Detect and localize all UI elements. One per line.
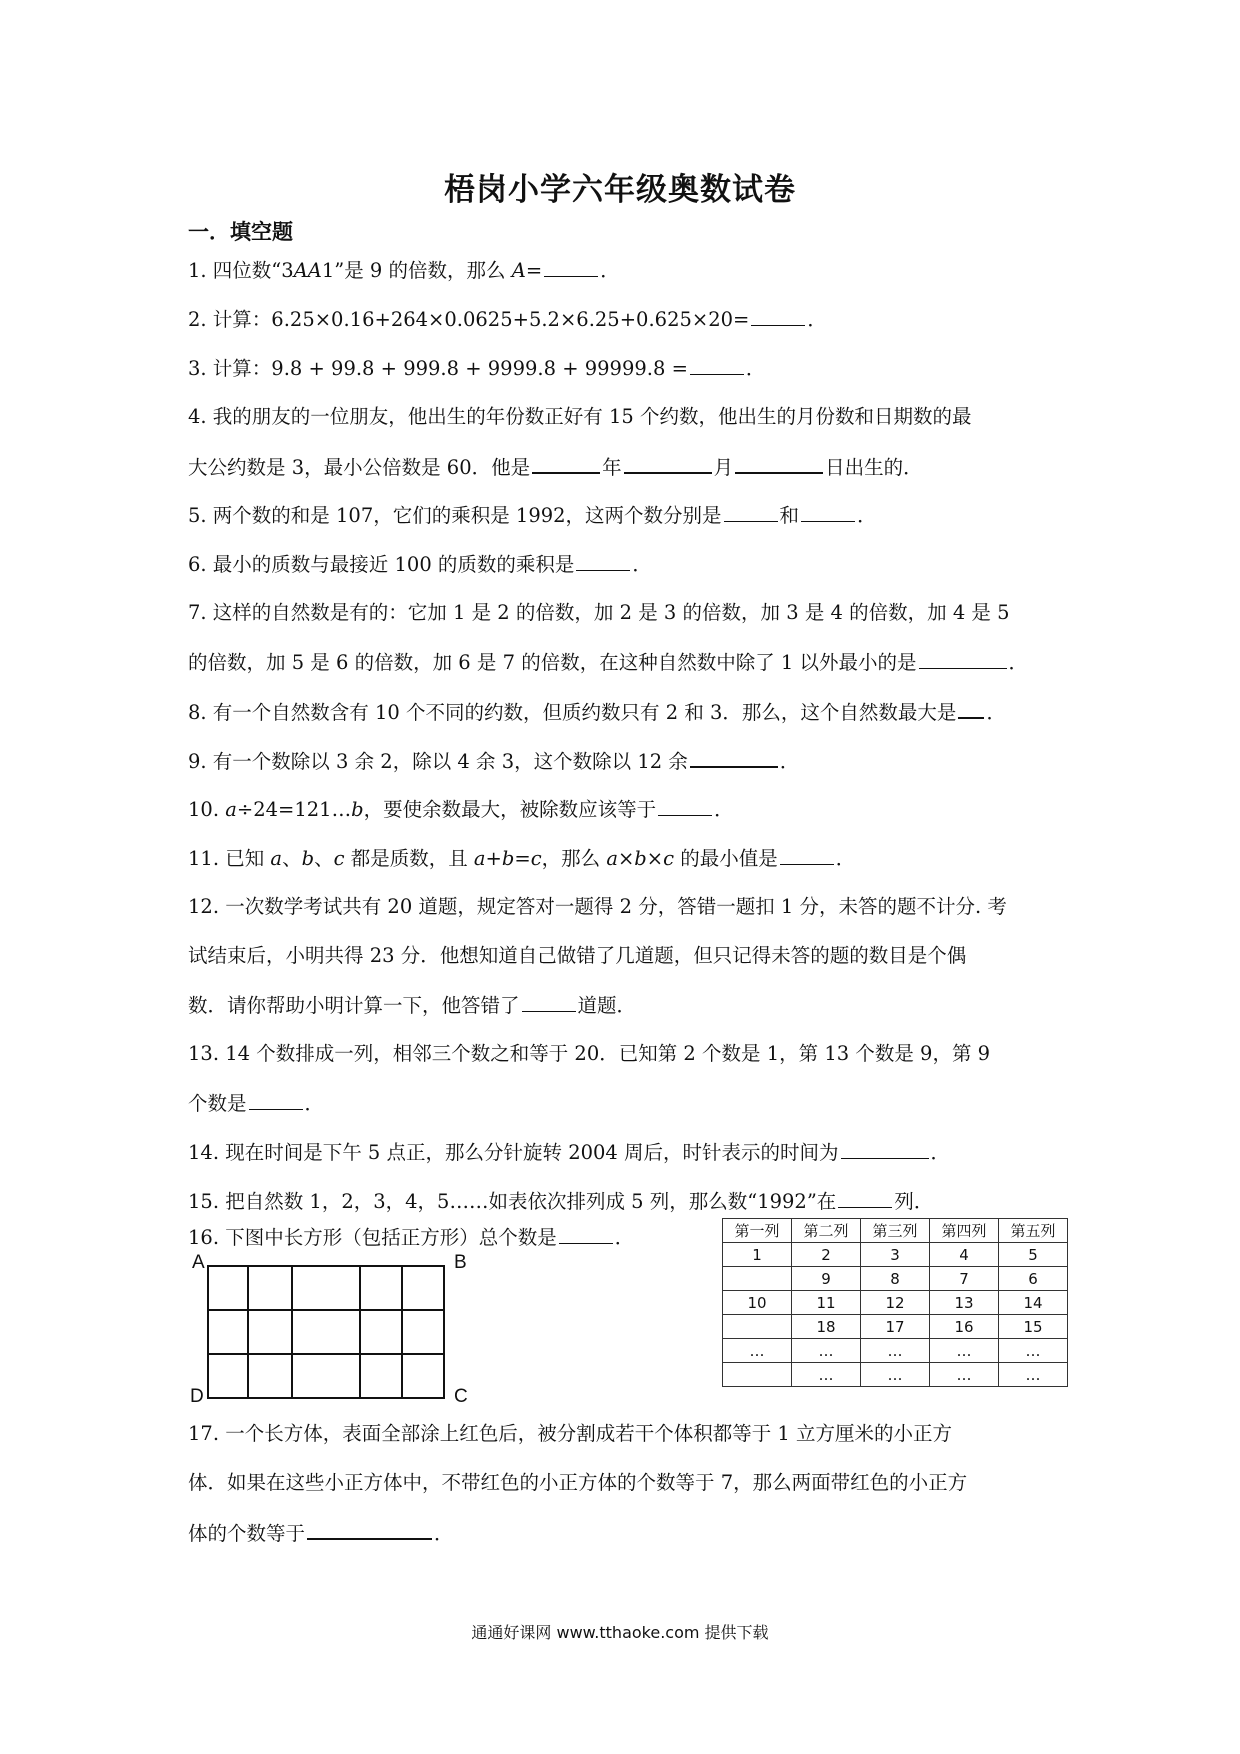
table-cell: 7 [930,1267,999,1291]
question-8: 8. 有一个自然数含有 10 个不同的约数，但质约数只有 2 和 3．那么，这个自然数最大是 ． [188,697,1006,727]
question-9: 9. 有一个数除以 3 余 2，除以 4 余 3，这个数除以 12 余 ． [188,746,799,776]
table-cell: 9 [792,1267,861,1291]
table-cell: 2 [792,1243,861,1267]
answer-blank [544,256,598,277]
table-row [723,1339,1068,1363]
answer-blank [658,795,712,816]
answer-blank [576,550,630,571]
table-cell: 10 [723,1291,792,1315]
table-row [723,1291,1068,1315]
question-13-line-2: 个数是 ． [188,1089,324,1118]
answer-blank [522,991,576,1012]
table-row [723,1267,1068,1291]
question-1: 1. 四位数“3AA1”是 9 的倍数，那么 A= ． [188,256,620,285]
question-7-line-2: 的倍数，加 5 是 6 的倍数，加 6 是 7 的倍数，在这种自然数中除了 1 以外最小的是 ． [188,648,1028,677]
answer-blank [559,1223,613,1244]
table-cell: … [723,1339,792,1363]
table-cell [723,1267,792,1291]
question-16: 16. 下图中长方形（包括正方形）总个数是 ． [188,1223,634,1252]
question-10: 10. a÷24=121…b，要使余数最大，被除数应该等于 ． [188,795,734,824]
table-cell: 6 [999,1267,1068,1291]
question-14: 14. 现在时间是下午 5 点正，那么分针旋转 2004 周后，时针表示的时间为 ． [188,1138,950,1167]
table-cell: 3 [861,1243,930,1267]
table-row [723,1363,1068,1387]
table-cell: … [861,1339,930,1363]
question-12-line-3: 数．请你帮助小明计算一下，他答错了 道题． [188,991,636,1020]
answer-blank [624,452,712,474]
table-cell: 11 [792,1291,861,1315]
table-header-cell: 第四列 [930,1219,999,1243]
answer-blank [958,697,984,719]
question-17-line-1: 17. 一个长方体，表面全部涂上红色后，被分割成若干个体积都等于 1 立方厘米的小正方 [188,1422,953,1445]
table-cell: … [999,1339,1068,1363]
table-cell: 13 [930,1291,999,1315]
question-11: 11. 已知 a、b、c 都是质数，且 a+b=c，那么 a×b×c 的最小值是 ． [188,844,855,873]
question-12-line-2: 试结束后，小明共得 23 分．他想知道自己做错了几道题，但只记得未答的题的数目是个偶 [188,944,967,967]
question-13-line-1: 13. 14 个数排成一列，相邻三个数之和等于 20．已知第 2 个数是 1，第 13 个数是 9，第 9 [188,1042,991,1065]
table-cell: 8 [861,1267,930,1291]
answer-blank [735,452,823,474]
table-cell: 1 [723,1243,792,1267]
rectangle-grid-figure [190,1252,480,1408]
table-header-cell: 第五列 [999,1219,1068,1243]
table-cell [723,1363,792,1387]
question-7-line-1: 7. 这样的自然数是有的：它加 1 是 2 的倍数，加 2 是 3 的倍数，加 3 是 4 的倍数，加 4 是 5 [188,601,1010,624]
answer-blank [690,746,778,768]
table-cell: … [861,1363,930,1387]
question-15: 15. 把自然数 1，2，3，4，5……如表依次排列成 5 列，那么数“1992”在 列． [188,1187,933,1216]
question-3: 3. 计算：9.8 + 99.8 + 999.8 + 9999.8 + 99999.8 = ． [188,354,765,383]
answer-blank [841,1138,929,1159]
table-cell: 14 [999,1291,1068,1315]
vertex-label-b: B [454,1252,467,1273]
page-footer: 通通好课网 www.tthaoke.com 提供下载 [471,1623,769,1642]
table-cell: … [930,1339,999,1363]
vertex-label-a: A [192,1252,205,1273]
table-cell: … [792,1339,861,1363]
table-cell: 5 [999,1243,1068,1267]
vertex-label-d: D [190,1386,204,1407]
table-cell: … [792,1363,861,1387]
table-cell: 17 [861,1315,930,1339]
question-4-line-2: 大公约数是 3，最小公倍数是 60．他是 年 月 日出生的． [188,452,923,482]
section-heading: 一．填空题 [188,220,293,244]
table-cell: … [930,1363,999,1387]
grid-lines [190,1258,480,1408]
table-cell: 4 [930,1243,999,1267]
question-6: 6. 最小的质数与最接近 100 的质数的乘积是 ． [188,550,652,579]
question-2: 2. 计算：6.25×0.16+264×0.0625+5.2×6.25+0.625×20= ． [188,305,827,334]
table-row [723,1315,1068,1339]
answer-blank [780,844,834,865]
number-arrangement-table [722,1218,1068,1387]
answer-blank [919,648,1007,669]
question-17-line-3: 体的个数等于 ． [188,1518,454,1548]
answer-blank [532,452,600,474]
table-cell: … [999,1363,1068,1387]
answer-blank [724,501,778,522]
answer-blank [249,1089,303,1110]
question-4-line-1: 4. 我的朋友的一位朋友，他出生的年份数正好有 15 个约数，他出生的月份数和日期数的最 [188,405,972,428]
vertex-label-c: C [454,1386,468,1407]
answer-blank [751,305,805,326]
table-cell [723,1315,792,1339]
answer-blank [307,1518,432,1540]
answer-blank [838,1187,892,1208]
table-cell: 15 [999,1315,1068,1339]
table-cell: 12 [861,1291,930,1315]
question-12-line-1: 12. 一次数学考试共有 20 道题，规定答对一题得 2 分，答错一题扣 1 分，未答的题不计分. 考 [188,895,1007,918]
page-title: 梧岗小学六年级奥数试卷 [444,172,796,208]
answer-blank [801,501,855,522]
table-cell: 18 [792,1315,861,1339]
answer-blank [690,354,744,375]
question-17-line-2: 体．如果在这些小正方体中，不带红色的小正方体的个数等于 7，那么两面带红色的小正方 [188,1471,968,1494]
table-cell: 16 [930,1315,999,1339]
table-header-cell: 第三列 [861,1219,930,1243]
question-5: 5. 两个数的和是 107，它们的乘积是 1992，这两个数分别是 和 ． [188,501,877,530]
table-header-cell: 第二列 [792,1219,861,1243]
table-row [723,1243,1068,1267]
table-header-cell: 第一列 [723,1219,792,1243]
